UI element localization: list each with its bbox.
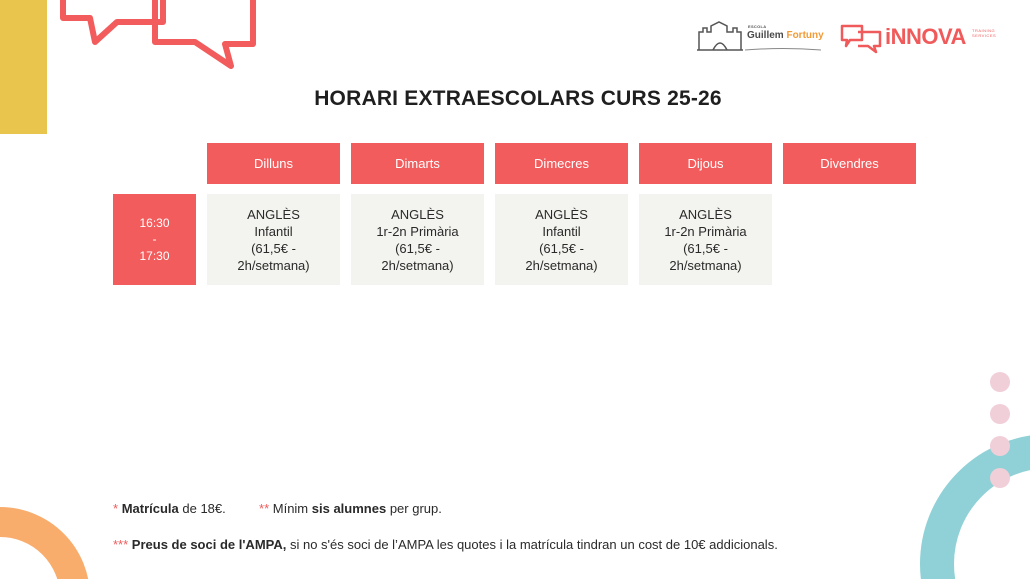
day-header-tuesday: Dimarts <box>351 143 484 184</box>
yellow-corner-bar <box>0 0 47 134</box>
note-minimum-marker: ** <box>259 501 270 516</box>
class-price: (61,5€ - <box>539 241 584 256</box>
class-price: (61,5€ - <box>683 241 728 256</box>
page-title: HORARI EXTRAESCOLARS CURS 25-26 <box>314 87 722 110</box>
teal-ring-decoration <box>920 434 1030 579</box>
innova-logo-name: iNNOVA <box>885 24 966 49</box>
note-ampa-text: si no s'és soci de l’AMPA les quotes i la matrícula tindran un cost de 10€ addicionals. <box>286 537 778 552</box>
speech-bubbles-icon <box>55 0 270 72</box>
note-registration-text: de 18€. <box>178 501 226 516</box>
class-name: ANGLÈS <box>247 207 300 222</box>
class-group: Infantil <box>254 224 293 239</box>
castle-icon <box>695 20 745 52</box>
day-header-wednesday: Dimecres <box>495 143 628 184</box>
note-ampa-bold: Preus de soci de l'AMPA, <box>128 537 287 552</box>
time-slot-end: 17:30 <box>139 248 170 263</box>
day-header-thursday: Dijous <box>639 143 772 184</box>
school-logo-small-text: ESCOLA <box>748 24 767 29</box>
innova-logo <box>840 22 1010 56</box>
class-price: (61,5€ - <box>395 241 440 256</box>
note-minimum-text-b: per grup. <box>386 501 442 516</box>
school-logo <box>695 20 825 54</box>
time-slot-cell <box>113 194 196 285</box>
class-group: 1r-2n Primària <box>376 224 459 239</box>
class-name: ANGLÈS <box>535 207 588 222</box>
class-hours: 2h/setmana) <box>525 258 598 273</box>
class-name: ANGLÈS <box>391 207 444 222</box>
note-registration-marker: * <box>113 501 119 516</box>
note-minimum-bold: sis alumnes <box>311 501 387 516</box>
class-cell-tuesday <box>351 194 484 285</box>
notes-line-2 <box>113 537 778 552</box>
class-group: 1r-2n Primària <box>664 224 747 239</box>
notes-line-1 <box>113 501 442 516</box>
class-price: (61,5€ - <box>251 241 296 256</box>
innova-speech-bubbles-icon <box>840 22 884 54</box>
note-minimum-text-a: Mínim <box>269 501 312 516</box>
class-cell-thursday <box>639 194 772 285</box>
note-ampa-marker: *** <box>113 537 129 552</box>
class-hours: 2h/setmana) <box>669 258 742 273</box>
innova-logo-tagline: TRAINING SERVICES <box>972 28 997 38</box>
orange-ring-decoration <box>0 507 90 579</box>
time-slot-separator: - <box>152 232 157 247</box>
time-slot-start: 16:30 <box>139 215 170 230</box>
class-name: ANGLÈS <box>679 207 732 222</box>
day-header-friday: Divendres <box>783 143 916 184</box>
class-cell-wednesday <box>495 194 628 285</box>
school-logo-underline <box>745 47 821 52</box>
class-hours: 2h/setmana) <box>381 258 454 273</box>
class-hours: 2h/setmana) <box>237 258 310 273</box>
school-logo-name: Guillem Fortuny <box>747 30 824 41</box>
class-cell-monday <box>207 194 340 285</box>
note-registration-label: Matrícula <box>121 501 179 516</box>
day-header-monday: Dilluns <box>207 143 340 184</box>
pink-dots-decoration <box>990 372 1010 500</box>
class-group: Infantil <box>542 224 581 239</box>
